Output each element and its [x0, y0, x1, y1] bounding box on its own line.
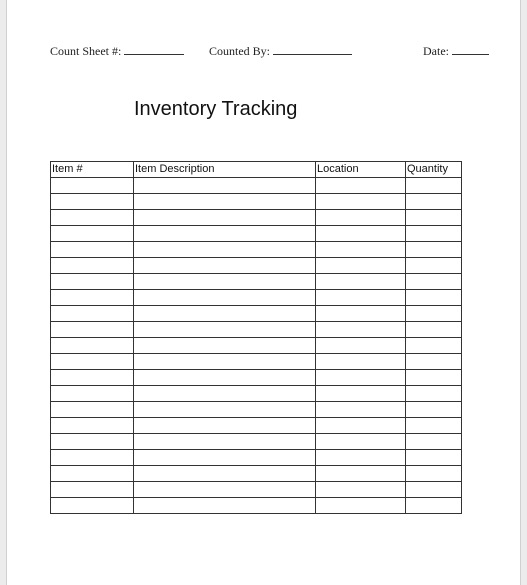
item-description-cell[interactable]: [134, 370, 316, 386]
item-number-cell[interactable]: [51, 418, 134, 434]
table-body: [51, 178, 462, 514]
location-cell[interactable]: [316, 178, 406, 194]
table-row: [51, 498, 462, 514]
location-cell[interactable]: [316, 226, 406, 242]
table-row: [51, 434, 462, 450]
count-sheet-field: [50, 44, 184, 59]
location-cell[interactable]: [316, 434, 406, 450]
item-description-cell[interactable]: [134, 178, 316, 194]
item-description-cell[interactable]: [134, 306, 316, 322]
item-description-cell[interactable]: [134, 338, 316, 354]
location-cell[interactable]: [316, 402, 406, 418]
location-cell[interactable]: [316, 290, 406, 306]
document-page: [6, 0, 521, 585]
quantity-cell[interactable]: [406, 370, 462, 386]
item-number-cell[interactable]: [51, 370, 134, 386]
quantity-cell[interactable]: [406, 466, 462, 482]
quantity-cell[interactable]: [406, 210, 462, 226]
inventory-table: [50, 161, 462, 514]
page-title: Inventory Tracking: [134, 98, 298, 120]
item-number-cell[interactable]: [51, 450, 134, 466]
count-sheet-blank[interactable]: [124, 44, 184, 55]
location-cell[interactable]: [316, 466, 406, 482]
table-row: [51, 210, 462, 226]
quantity-cell[interactable]: [406, 306, 462, 322]
item-description-cell[interactable]: [134, 242, 316, 258]
item-description-cell[interactable]: [134, 434, 316, 450]
quantity-cell[interactable]: [406, 482, 462, 498]
item-number-cell[interactable]: [51, 402, 134, 418]
item-description-cell[interactable]: [134, 418, 316, 434]
item-number-cell[interactable]: [51, 258, 134, 274]
quantity-cell[interactable]: [406, 178, 462, 194]
table-row: [51, 194, 462, 210]
date-label: Date:: [423, 44, 449, 58]
table-row: [51, 370, 462, 386]
table-row: [51, 450, 462, 466]
counted-by-field: [209, 44, 352, 59]
location-cell[interactable]: [316, 450, 406, 466]
item-number-cell[interactable]: [51, 466, 134, 482]
counted-by-blank[interactable]: [273, 44, 352, 55]
quantity-cell[interactable]: [406, 290, 462, 306]
item-description-cell[interactable]: [134, 210, 316, 226]
column-header-item-description: Item Description: [134, 162, 316, 178]
item-number-cell[interactable]: [51, 306, 134, 322]
table-row: [51, 322, 462, 338]
table-row: [51, 402, 462, 418]
table-row: [51, 386, 462, 402]
item-description-cell[interactable]: [134, 450, 316, 466]
item-description-cell[interactable]: [134, 290, 316, 306]
item-description-cell[interactable]: [134, 226, 316, 242]
column-header-quantity: Quantity: [406, 162, 462, 178]
item-number-cell[interactable]: [51, 354, 134, 370]
location-cell[interactable]: [316, 498, 406, 514]
table-row: [51, 242, 462, 258]
table-row: [51, 466, 462, 482]
item-number-cell[interactable]: [51, 194, 134, 210]
location-cell[interactable]: [316, 274, 406, 290]
item-number-cell[interactable]: [51, 178, 134, 194]
item-number-cell[interactable]: [51, 274, 134, 290]
count-sheet-label: Count Sheet #:: [50, 44, 122, 58]
table-header-row: [51, 162, 462, 178]
quantity-cell[interactable]: [406, 418, 462, 434]
item-description-cell[interactable]: [134, 482, 316, 498]
table-row: [51, 418, 462, 434]
quantity-cell[interactable]: [406, 386, 462, 402]
location-cell[interactable]: [316, 322, 406, 338]
quantity-cell[interactable]: [406, 258, 462, 274]
date-blank[interactable]: [452, 44, 489, 55]
location-cell[interactable]: [316, 338, 406, 354]
quantity-cell[interactable]: [406, 194, 462, 210]
quantity-cell[interactable]: [406, 450, 462, 466]
table-row: [51, 338, 462, 354]
location-cell[interactable]: [316, 418, 406, 434]
quantity-cell[interactable]: [406, 402, 462, 418]
quantity-cell[interactable]: [406, 226, 462, 242]
table-row: [51, 290, 462, 306]
location-cell[interactable]: [316, 194, 406, 210]
location-cell[interactable]: [316, 386, 406, 402]
item-number-cell[interactable]: [51, 434, 134, 450]
item-description-cell[interactable]: [134, 466, 316, 482]
table-row: [51, 482, 462, 498]
item-description-cell[interactable]: [134, 386, 316, 402]
item-description-cell[interactable]: [134, 194, 316, 210]
item-description-cell[interactable]: [134, 402, 316, 418]
item-description-cell[interactable]: [134, 354, 316, 370]
column-header-location: Location: [316, 162, 406, 178]
table-row: [51, 306, 462, 322]
location-cell[interactable]: [316, 258, 406, 274]
item-number-cell[interactable]: [51, 386, 134, 402]
item-description-cell[interactable]: [134, 258, 316, 274]
table-row: [51, 178, 462, 194]
location-cell[interactable]: [316, 482, 406, 498]
column-header-item-number: Item #: [51, 162, 134, 178]
quantity-cell[interactable]: [406, 274, 462, 290]
quantity-cell[interactable]: [406, 322, 462, 338]
location-cell[interactable]: [316, 354, 406, 370]
item-description-cell[interactable]: [134, 322, 316, 338]
counted-by-label: Counted By:: [209, 44, 271, 58]
item-number-cell[interactable]: [51, 498, 134, 514]
location-cell[interactable]: [316, 370, 406, 386]
table-row: [51, 258, 462, 274]
quantity-cell[interactable]: [406, 242, 462, 258]
quantity-cell[interactable]: [406, 434, 462, 450]
table-row: [51, 274, 462, 290]
item-number-cell[interactable]: [51, 242, 134, 258]
location-cell[interactable]: [316, 306, 406, 322]
location-cell[interactable]: [316, 210, 406, 226]
quantity-cell[interactable]: [406, 354, 462, 370]
table-row: [51, 226, 462, 242]
date-field: [423, 44, 489, 59]
item-number-cell[interactable]: [51, 226, 134, 242]
item-number-cell[interactable]: [51, 482, 134, 498]
table-row: [51, 354, 462, 370]
item-description-cell[interactable]: [134, 498, 316, 514]
item-number-cell[interactable]: [51, 322, 134, 338]
location-cell[interactable]: [316, 242, 406, 258]
item-description-cell[interactable]: [134, 274, 316, 290]
item-number-cell[interactable]: [51, 290, 134, 306]
item-number-cell[interactable]: [51, 338, 134, 354]
quantity-cell[interactable]: [406, 498, 462, 514]
quantity-cell[interactable]: [406, 338, 462, 354]
item-number-cell[interactable]: [51, 210, 134, 226]
